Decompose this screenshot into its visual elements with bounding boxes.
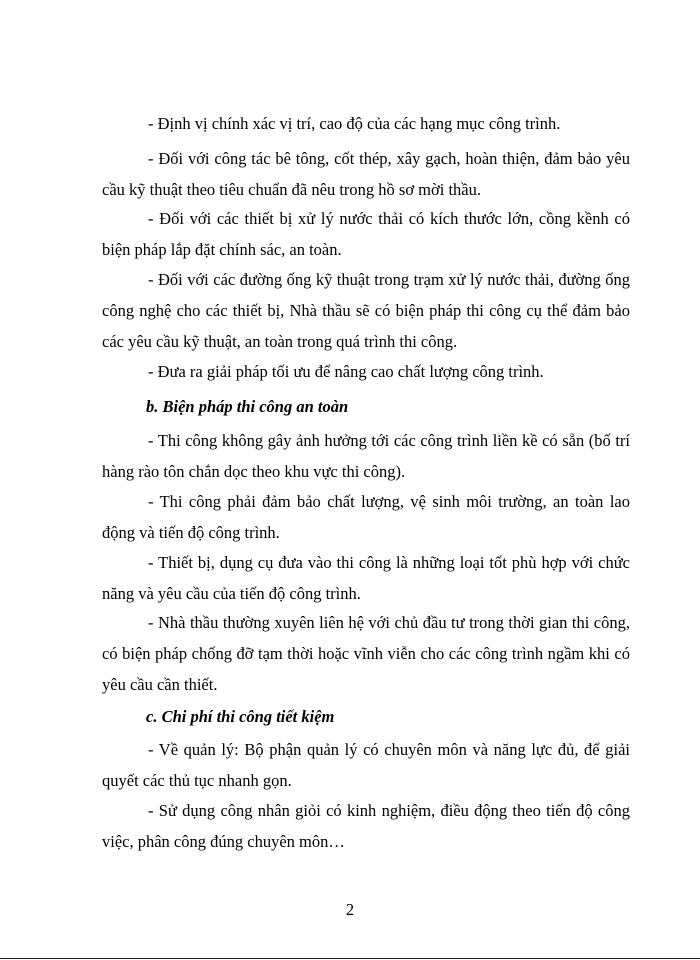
paragraph-contractor-contact: - Nhà thầu thường xuyên liên hệ với chủ đầu tư trong thời gian thi công, có biện pháp chống đỡ tạm thời hoặc vĩnh viễn cho các công trình ngầm khi có yêu cầu cần thiết. — [102, 613, 630, 694]
page-number: 2 — [345, 900, 355, 919]
paragraph-optimal-solution: - Đưa ra giải pháp tối ưu để nâng cao chất lượng công trình. — [148, 362, 544, 381]
heading-safety-measures: b. Biện pháp thi công an toàn — [146, 397, 349, 416]
paragraph-treatment-equipment: - Đối với các thiết bị xử lý nước thải có kích thước lớn, cồng kềnh có biện pháp lắp đặt chính sác, an toàn. — [102, 209, 630, 259]
paragraph-no-impact: - Thi công không gây ảnh hưởng tới các công trình liền kề có sẵn (bố trí hàng rào tôn chắn dọc theo khu vực thi công). — [102, 431, 630, 481]
paragraph-pipelines: - Đối với các đường ống kỹ thuật trong trạm xử lý nước thải, đường ống công nghệ cho các thiết bị, Nhà thầu sẽ có biện pháp thi công cụ thể đảm bảo các yêu cầu kỹ thuật, an toàn trong quá trình thi công. — [102, 270, 630, 351]
paragraph-positioning: - Định vị chính xác vị trí, cao độ của các hạng mục công trình. — [148, 114, 561, 133]
paragraph-equipment-tools: - Thiết bị, dụng cụ đưa vào thi công là những loại tốt phù hợp với chức năng và yêu cầu của tiến độ công trình. — [102, 553, 630, 603]
paragraph-management: - Về quản lý: Bộ phận quản lý có chuyên môn và năng lực đủ, để giải quyết các thủ tục nhanh gọn. — [102, 740, 630, 790]
heading-cost-saving: c. Chi phí thi công tiết kiệm — [146, 707, 335, 726]
paragraph-quality-hygiene: - Thi công phải đảm bảo chất lượng, vệ sinh môi trường, an toàn lao động và tiến độ công trình. — [102, 492, 630, 542]
bottom-border-line — [0, 958, 700, 959]
paragraph-concrete-works: - Đối với công tác bê tông, cốt thép, xây gạch, hoàn thiện, đảm bảo yêu cầu kỹ thuật theo tiêu chuẩn đã nêu trong hồ sơ mời thầu. — [102, 149, 630, 199]
paragraph-skilled-workers: - Sử dụng công nhân giỏi có kinh nghiệm, điều động theo tiến độ công việc, phân công đúng chuyên môn… — [102, 801, 630, 851]
